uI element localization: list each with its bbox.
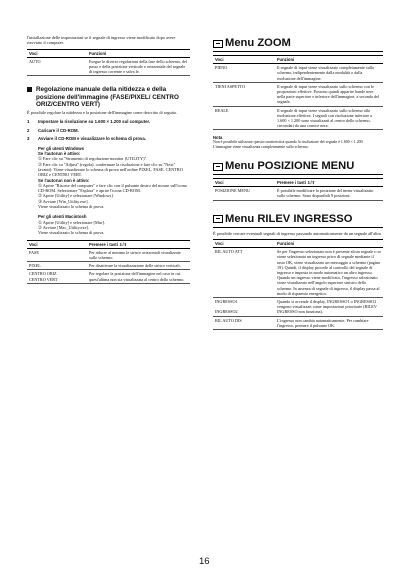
table-cell: Il segnale di input viene visualizzato sullo schermo alla risoluzione effettiva. I segnali con risoluzione inferiore a 1.600 × 1.200 sono visualizzati al centro dello schermo, circondati da una cornice nera.: [275, 106, 383, 130]
menu-icon: [213, 163, 223, 171]
zoom-table: [213, 55, 383, 130]
page-number: 16: [199, 556, 210, 567]
input-menu-heading: Menu RILEV INGRESSO: [213, 213, 383, 228]
table-cell: Per disattivare la visualizzazione delle strisce verticali.: [87, 262, 190, 270]
table-cell: Il segnale di input viene visualizzato sullo schermo con le proporzioni effettive. Possono quindi apparire bande nere nella parte superiore e inferiore dell'immagine, a seconda del segnale.: [275, 82, 383, 106]
table-cell: PIENO: [213, 64, 275, 83]
table-cell: RIL AUTO ATT: [213, 248, 275, 298]
list-item: ① Aprire "Risorse del computer" e fare clic con il pulsante destro del mouse sull'icona CD-ROM. Selezionare "Esplora" e aprire l'icona CD-ROM.: [38, 182, 187, 194]
table-cell: Quando si accende il display, INGRESSO1 o INGRESSO2 vengono visualizzati come impostazioni prioritarie (RILEV INGRESSO non funziona).: [275, 297, 383, 316]
list-item: Viene visualizzato lo schema di prova.: [38, 204, 105, 210]
section-heading: Regolazione manuale della nitidezza e della posizione dell'immagine (FASE/PIXEL/ CENTRO ORIZ/CENTRO VERT): [27, 86, 190, 108]
table-cell: FASE: [27, 248, 87, 261]
mac-title: Per gli utenti Macintosh: [38, 214, 87, 220]
autorun-on-title: Se l'autorun è attivo:: [38, 151, 81, 157]
note-text: Non è possibile utilizzare questa caratteristica quando la risoluzione del segnale è 1.600 × 1.200. L'immagine viene visualizzata completamente sullo schermo.: [213, 140, 364, 150]
right-column: [213, 0, 383, 330]
table-row: [213, 187, 383, 200]
list-item: ① Fare clic su "Strumento di regolazione monitor (UTILITY)".: [38, 156, 148, 162]
list-item: ③ Avviare [Win_Utility.exe].: [38, 198, 89, 204]
table-row: [27, 57, 190, 76]
position-table: [213, 178, 383, 201]
table-header: Funzioni: [275, 56, 383, 64]
table-cell: Esegue le diverse regolazioni della fase dello schermo, del passo e della posizione verticale e orizzontale del segnale di ingresso corrente e salva le.: [87, 57, 190, 76]
list-item: Viene visualizzato lo schema di prova.: [38, 230, 105, 236]
list-item: ② Fare clic su "Adjust" (regola), confermare la risoluzione e fare clic su "Next" (avanti). Viene visualizzato lo schema di prova nell'ordine PIXEL, FASE, CENTRO ORIZ e CENTRO VERT.: [38, 161, 183, 178]
table-row: [213, 316, 383, 329]
position-menu-heading: Menu POSIZIONE MENU: [213, 160, 383, 175]
list-item: ① Aprire [Utility] e selezionare [Mac].: [38, 219, 106, 225]
list-item: 1 Impostare la risoluzione su 1.600 × 1.200 sul computer.: [27, 119, 151, 125]
auto-table: [27, 49, 190, 77]
table-row: [213, 248, 383, 298]
table-header: Voci: [213, 239, 275, 247]
list-item: ② Avviare [Mac_Utility.exe].: [38, 224, 89, 230]
intro-text: l'installazione delle impostazioni se il segnale di ingresso viene modificato dopo avere riavviato il computer.: [27, 35, 176, 46]
table-cell: Per regolare la posizione dell'immagine nel caso in cui quest'ultima non sia visualizzata al centro dello schermo.: [87, 270, 190, 283]
table-cell: Il segnale di input viene visualizzato completamente sullo schermo, indipendentemente dalla modalità o dalla risoluzione dell'immagine.: [275, 64, 383, 83]
table-row: [213, 297, 383, 316]
section-intro: È possibile regolare la nitidezza e la posizione dell'immagine come descritto di seguito.: [27, 110, 178, 116]
table-row: [213, 82, 383, 106]
left-column: [27, 0, 190, 284]
table-row: [213, 64, 383, 83]
input-table: [213, 239, 383, 330]
table-cell: È possibile modificare la posizione del menu visualizzato sullo schermo. Sono disponibili 9 posizioni.: [275, 187, 383, 200]
table-cell: REALE: [213, 106, 275, 130]
table-cell: RIL AUTO DIS: [213, 316, 275, 329]
table-cell: AUTO: [27, 57, 87, 76]
input-intro: È possibile cercare eventuali segnali di ingresso passando automaticamente da un segnale all'altro.: [213, 230, 383, 236]
windows-instructions: [27, 146, 190, 236]
windows-title: Per gli utenti Windows: [38, 145, 85, 151]
table-header: Voci: [27, 240, 87, 248]
table-header: Voci: [213, 179, 275, 187]
square-bullet-icon: [27, 87, 32, 92]
table-header: Premere i tasti ⇩/⇧: [87, 240, 190, 248]
table-row: [27, 248, 190, 261]
table-cell: POSIZIONE MENU: [213, 187, 275, 200]
steps-list: [27, 119, 190, 142]
table-header: Funzioni: [87, 49, 190, 57]
table-row: [27, 270, 190, 283]
autorun-off-title: Se l'autorun non è attivo:: [38, 177, 90, 183]
table-header: Funzioni: [275, 239, 383, 247]
menu-icon: [213, 40, 223, 48]
table-cell: L'ingresso non cambia automaticamente. Per cambiare l'ingresso, premere il pulsante OK.: [275, 316, 383, 329]
table-header: Voci: [213, 56, 275, 64]
table-cell: PIXEL: [27, 262, 87, 270]
zoom-menu-heading: Menu ZOOM: [213, 37, 383, 52]
table-cell: INGRESSO1 INGRESSO2: [213, 297, 275, 316]
table-row: [27, 262, 190, 270]
table-cell: TIENI ASPETTO: [213, 82, 275, 106]
table-cell: Per ridurre al minimo le strisce orizzontali visualizzate sullo schermo.: [87, 248, 190, 261]
table-cell: Se per l'ingresso selezionato non è presente alcun segnale o se viene selezionato un ingresso privo di segnale mediante il tasto OK, viene visualizzato un messaggio a schermo (pagina 19). Quindi, il display procede al controllo del segnale di ingresso e imposta in modo automatico un altro ingresso. Quando un ingresso viene modificato, l'ingresso selezionato viene visualizzato nell'angolo superiore sinistro dello schermo. In assenza di segnale di ingresso, il display passa al modo di risparmio energetico.: [277, 249, 382, 296]
list-item: 2 Caricare il CD-ROM.: [27, 127, 79, 133]
table-row: [213, 106, 383, 130]
table-cell: CENTRO ORIZ CENTRO VERT: [27, 270, 87, 283]
list-item: ② Aprire [Utility] e selezionare [Windows].: [38, 193, 114, 199]
note-title: Nota: [213, 135, 223, 141]
table-header: Voci: [27, 49, 87, 57]
list-item: 3 Avviare il CD-ROM e visualizzare lo schema di prova.: [27, 136, 147, 142]
phase-pixel-table: [27, 240, 190, 284]
table-header: Premere i tasti ⇩/⇧: [275, 179, 383, 187]
menu-icon: [213, 215, 223, 223]
